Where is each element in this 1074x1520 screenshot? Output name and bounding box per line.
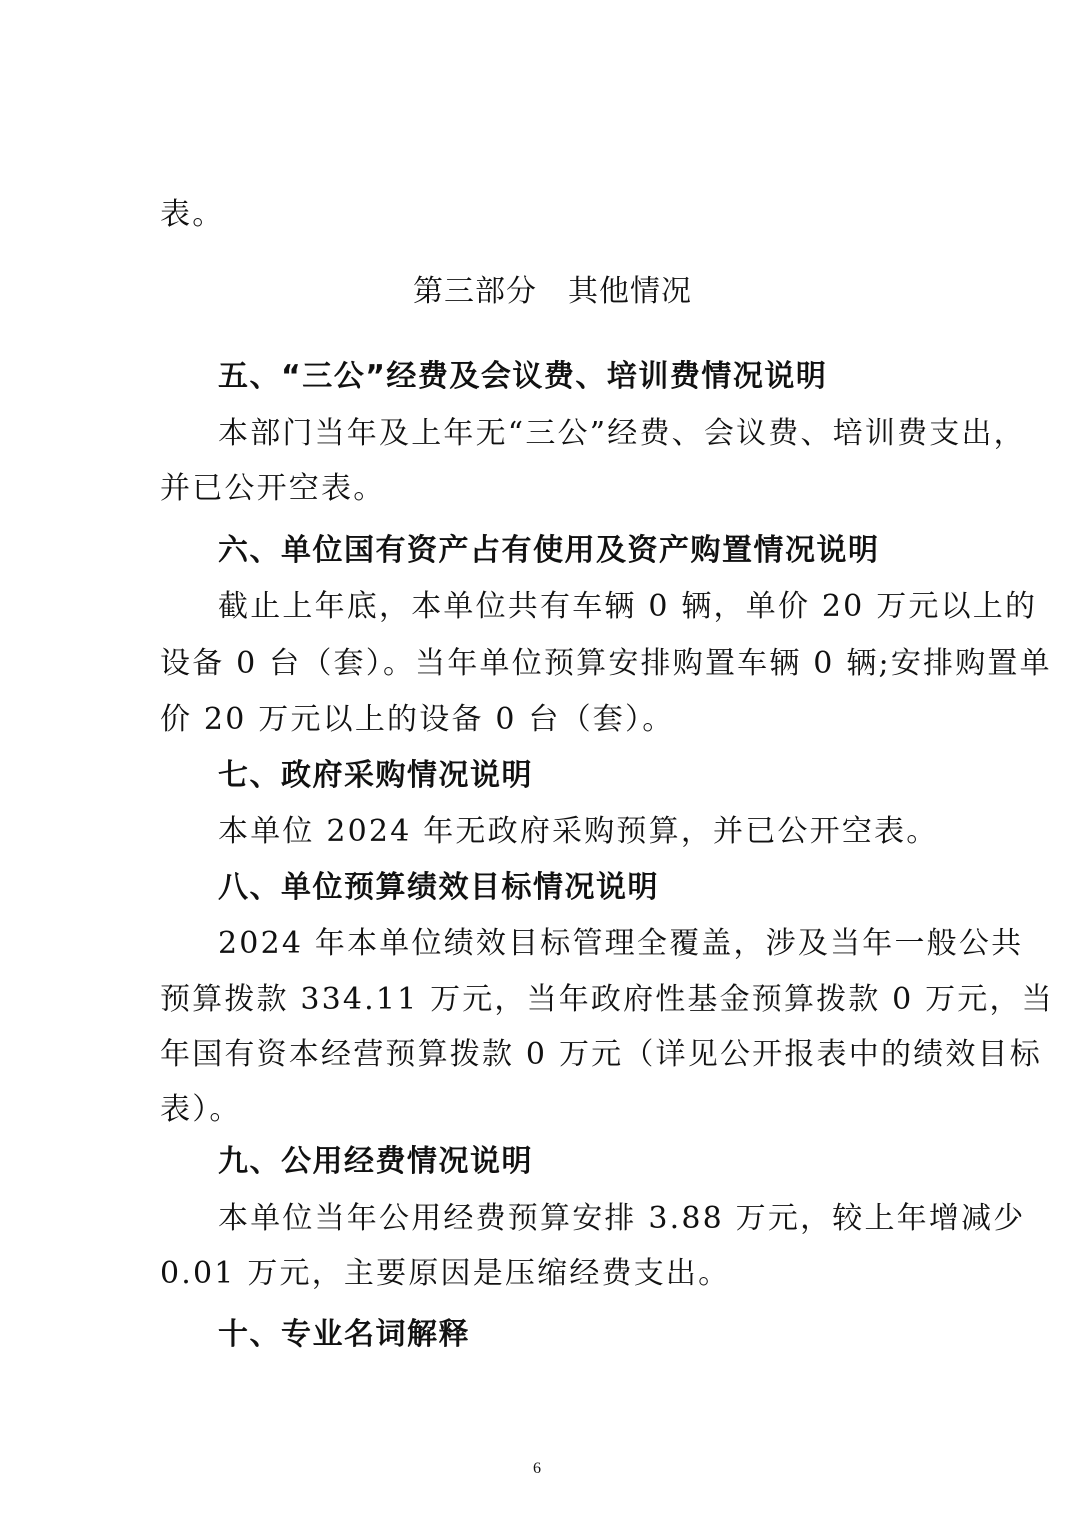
paragraph-line: 本单位 2024 年无政府采购预算，并已公开空表。 (218, 814, 939, 849)
paragraph-line: 2024 年本单位绩效目标管理全覆盖，涉及当年一般公共 (218, 926, 1024, 961)
paragraph-line: 并已公开空表。 (160, 471, 386, 506)
paragraph-line: 截止上年底，本单位共有车辆 0 辆，单价 20 万元以上的 (218, 589, 1038, 624)
part-title: 第三部分 其他情况 (413, 274, 692, 309)
section-heading-five: 五、“三公”经费及会议费、培训费情况说明 (218, 359, 828, 394)
paragraph-line: 本部门当年及上年无“三公”经费、会议费、培训费支出， (218, 416, 1026, 451)
page-number: 6 (533, 1460, 541, 1477)
carryover-text: 表。 (160, 197, 225, 232)
section-heading-eight: 八、单位预算绩效目标情况说明 (218, 870, 659, 905)
paragraph-line: 本单位当年公用经费预算安排 3.88 万元，较上年增减少 (218, 1201, 1026, 1236)
paragraph-line: 预算拨款 334.11 万元，当年政府性基金预算拨款 0 万元，当 (160, 982, 1054, 1017)
paragraph-line: 0.01 万元，主要原因是压缩经费支出。 (160, 1256, 731, 1291)
paragraph-line: 价 20 万元以上的设备 0 台（套）。 (160, 702, 675, 737)
section-heading-seven: 七、政府采购情况说明 (218, 758, 533, 793)
paragraph-line: 表）。 (160, 1092, 242, 1127)
paragraph-line: 年国有资本经营预算拨款 0 万元（详见公开报表中的绩效目标 (160, 1037, 1042, 1072)
section-heading-ten: 十、专业名词解释 (218, 1317, 470, 1352)
paragraph-line: 设备 0 台（套）。当年单位预算安排购置车辆 0 辆;安排购置单 (160, 646, 1052, 681)
section-heading-six: 六、单位国有资产占有使用及资产购置情况说明 (218, 533, 880, 568)
section-heading-nine: 九、公用经费情况说明 (218, 1144, 533, 1179)
